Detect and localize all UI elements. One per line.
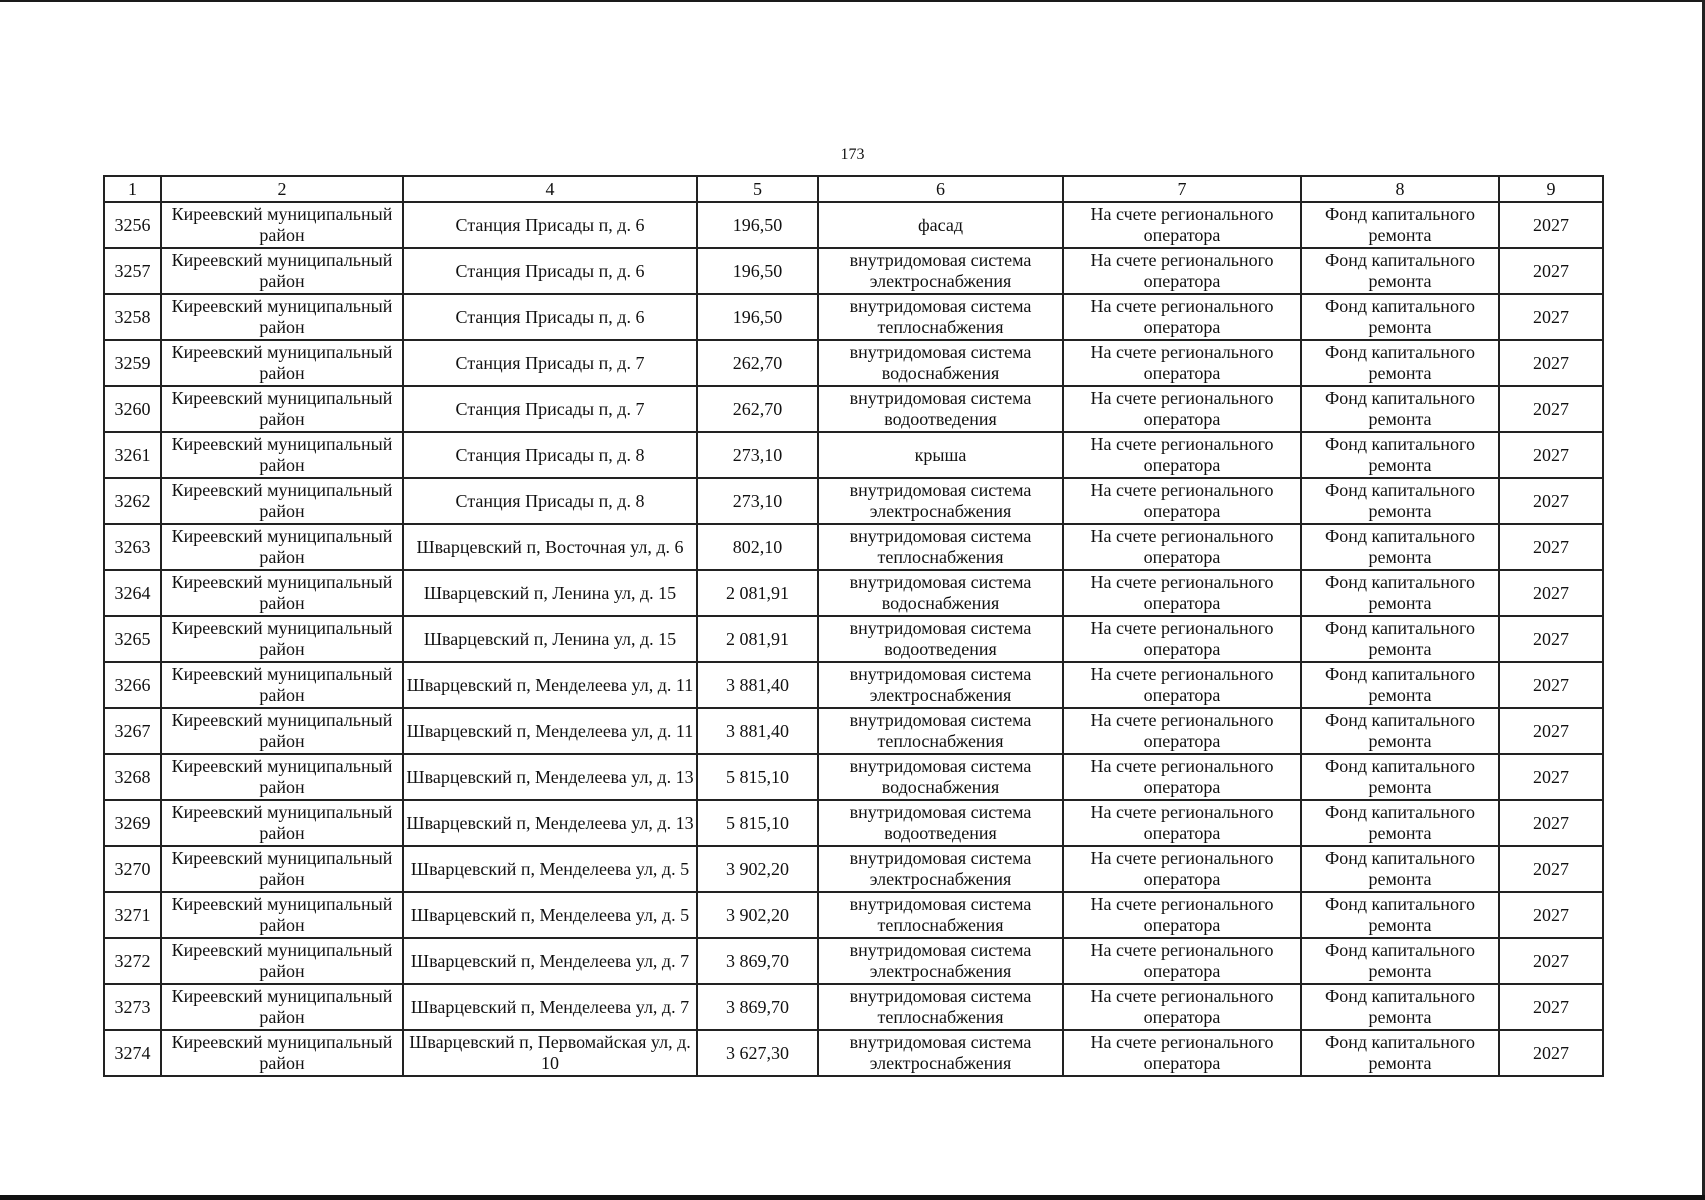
- district-cell: Киреевский муниципальный район: [161, 708, 403, 754]
- table-row: [104, 478, 1603, 524]
- funding-source-cell: Фонд капитального ремонта: [1301, 432, 1499, 478]
- row-number-cell: 3256: [104, 202, 161, 248]
- funding-source-cell: Фонд капитального ремонта: [1301, 524, 1499, 570]
- district-cell: Киреевский муниципальный район: [161, 432, 403, 478]
- area-cell: 273,10: [697, 432, 818, 478]
- district-cell: Киреевский муниципальный район: [161, 294, 403, 340]
- structural-element-cell: внутридомовая система электроснабжения: [818, 662, 1063, 708]
- column-header: 5: [697, 176, 818, 202]
- district-cell: Киреевский муниципальный район: [161, 754, 403, 800]
- table-row: [104, 800, 1603, 846]
- scan-edge-bottom: [0, 1195, 1705, 1200]
- district-cell: Киреевский муниципальный район: [161, 202, 403, 248]
- funding-source-cell: Фонд капитального ремонта: [1301, 1030, 1499, 1076]
- row-number-cell: 3265: [104, 616, 161, 662]
- fund-account-cell: На счете регионального оператора: [1063, 846, 1301, 892]
- funding-source-cell: Фонд капитального ремонта: [1301, 662, 1499, 708]
- area-cell: 5 815,10: [697, 800, 818, 846]
- funding-source-cell: Фонд капитального ремонта: [1301, 386, 1499, 432]
- area-cell: 3 902,20: [697, 846, 818, 892]
- address-cell: Шварцевский п, Менделеева ул, д. 7: [403, 938, 697, 984]
- table-row: [104, 202, 1603, 248]
- fund-account-cell: На счете регионального оператора: [1063, 708, 1301, 754]
- row-number-cell: 3273: [104, 984, 161, 1030]
- year-cell: 2027: [1499, 1030, 1603, 1076]
- address-cell: Станция Присады п, д. 8: [403, 432, 697, 478]
- area-cell: 5 815,10: [697, 754, 818, 800]
- structural-element-cell: фасад: [818, 202, 1063, 248]
- address-cell: Шварцевский п, Ленина ул, д. 15: [403, 616, 697, 662]
- fund-account-cell: На счете регионального оператора: [1063, 478, 1301, 524]
- row-number-cell: 3257: [104, 248, 161, 294]
- funding-source-cell: Фонд капитального ремонта: [1301, 478, 1499, 524]
- area-cell: 196,50: [697, 294, 818, 340]
- year-cell: 2027: [1499, 616, 1603, 662]
- district-cell: Киреевский муниципальный район: [161, 892, 403, 938]
- row-number-cell: 3269: [104, 800, 161, 846]
- year-cell: 2027: [1499, 294, 1603, 340]
- area-cell: 262,70: [697, 340, 818, 386]
- area-cell: 262,70: [697, 386, 818, 432]
- address-cell: Шварцевский п, Менделеева ул, д. 5: [403, 892, 697, 938]
- year-cell: 2027: [1499, 662, 1603, 708]
- year-cell: 2027: [1499, 432, 1603, 478]
- address-cell: Шварцевский п, Первомайская ул, д. 10: [403, 1030, 697, 1076]
- area-cell: 3 902,20: [697, 892, 818, 938]
- row-number-cell: 3272: [104, 938, 161, 984]
- year-cell: 2027: [1499, 386, 1603, 432]
- district-cell: Киреевский муниципальный район: [161, 386, 403, 432]
- row-number-cell: 3268: [104, 754, 161, 800]
- area-cell: 196,50: [697, 202, 818, 248]
- funding-source-cell: Фонд капитального ремонта: [1301, 800, 1499, 846]
- funding-source-cell: Фонд капитального ремонта: [1301, 570, 1499, 616]
- fund-account-cell: На счете регионального оператора: [1063, 616, 1301, 662]
- row-number-cell: 3263: [104, 524, 161, 570]
- table-row: [104, 846, 1603, 892]
- row-number-cell: 3270: [104, 846, 161, 892]
- fund-account-cell: На счете регионального оператора: [1063, 432, 1301, 478]
- funding-source-cell: Фонд капитального ремонта: [1301, 754, 1499, 800]
- address-cell: Шварцевский п, Менделеева ул, д. 7: [403, 984, 697, 1030]
- row-number-cell: 3258: [104, 294, 161, 340]
- table-row: [104, 984, 1603, 1030]
- district-cell: Киреевский муниципальный район: [161, 340, 403, 386]
- structural-element-cell: внутридомовая система теплоснабжения: [818, 892, 1063, 938]
- structural-element-cell: внутридомовая система водоснабжения: [818, 340, 1063, 386]
- area-cell: 2 081,91: [697, 616, 818, 662]
- address-cell: Станция Присады п, д. 6: [403, 248, 697, 294]
- table-body: [104, 202, 1603, 1076]
- area-cell: 3 627,30: [697, 1030, 818, 1076]
- area-cell: 3 881,40: [697, 662, 818, 708]
- structural-element-cell: внутридомовая система теплоснабжения: [818, 708, 1063, 754]
- fund-account-cell: На счете регионального оператора: [1063, 248, 1301, 294]
- table-row: [104, 1030, 1603, 1076]
- row-number-cell: 3261: [104, 432, 161, 478]
- district-cell: Киреевский муниципальный район: [161, 846, 403, 892]
- structural-element-cell: внутридомовая система теплоснабжения: [818, 524, 1063, 570]
- column-header: 9: [1499, 176, 1603, 202]
- structural-element-cell: внутридомовая система водоотведения: [818, 616, 1063, 662]
- table-row: [104, 386, 1603, 432]
- address-cell: Шварцевский п, Менделеева ул, д. 11: [403, 708, 697, 754]
- district-cell: Киреевский муниципальный район: [161, 524, 403, 570]
- funding-source-cell: Фонд капитального ремонта: [1301, 340, 1499, 386]
- funding-source-cell: Фонд капитального ремонта: [1301, 616, 1499, 662]
- table-row: [104, 662, 1603, 708]
- address-cell: Станция Присады п, д. 6: [403, 202, 697, 248]
- district-cell: Киреевский муниципальный район: [161, 984, 403, 1030]
- column-header: 4: [403, 176, 697, 202]
- year-cell: 2027: [1499, 570, 1603, 616]
- district-cell: Киреевский муниципальный район: [161, 616, 403, 662]
- address-cell: Шварцевский п, Менделеева ул, д. 13: [403, 800, 697, 846]
- address-cell: Станция Присады п, д. 8: [403, 478, 697, 524]
- fund-account-cell: На счете регионального оператора: [1063, 386, 1301, 432]
- row-number-cell: 3262: [104, 478, 161, 524]
- table-row: [104, 938, 1603, 984]
- structural-element-cell: внутридомовая система электроснабжения: [818, 1030, 1063, 1076]
- address-cell: Шварцевский п, Менделеева ул, д. 11: [403, 662, 697, 708]
- area-cell: 3 869,70: [697, 984, 818, 1030]
- year-cell: 2027: [1499, 708, 1603, 754]
- table-row: [104, 708, 1603, 754]
- repair-schedule-table: [103, 175, 1604, 1077]
- table-row: [104, 340, 1603, 386]
- district-cell: Киреевский муниципальный район: [161, 800, 403, 846]
- address-cell: Станция Присады п, д. 7: [403, 340, 697, 386]
- funding-source-cell: Фонд капитального ремонта: [1301, 846, 1499, 892]
- fund-account-cell: На счете регионального оператора: [1063, 570, 1301, 616]
- column-header: 2: [161, 176, 403, 202]
- funding-source-cell: Фонд капитального ремонта: [1301, 984, 1499, 1030]
- year-cell: 2027: [1499, 248, 1603, 294]
- fund-account-cell: На счете регионального оператора: [1063, 984, 1301, 1030]
- page-number: 173: [840, 146, 865, 163]
- year-cell: 2027: [1499, 478, 1603, 524]
- address-cell: Шварцевский п, Ленина ул, д. 15: [403, 570, 697, 616]
- column-number-row: [104, 176, 1603, 202]
- row-number-cell: 3264: [104, 570, 161, 616]
- row-number-cell: 3267: [104, 708, 161, 754]
- district-cell: Киреевский муниципальный район: [161, 662, 403, 708]
- row-number-cell: 3274: [104, 1030, 161, 1076]
- funding-source-cell: Фонд капитального ремонта: [1301, 248, 1499, 294]
- funding-source-cell: Фонд капитального ремонта: [1301, 708, 1499, 754]
- address-cell: Станция Присады п, д. 6: [403, 294, 697, 340]
- area-cell: 273,10: [697, 478, 818, 524]
- table-row: [104, 432, 1603, 478]
- district-cell: Киреевский муниципальный район: [161, 1030, 403, 1076]
- area-cell: 3 881,40: [697, 708, 818, 754]
- fund-account-cell: На счете регионального оператора: [1063, 202, 1301, 248]
- table-row: [104, 248, 1603, 294]
- year-cell: 2027: [1499, 524, 1603, 570]
- district-cell: Киреевский муниципальный район: [161, 248, 403, 294]
- structural-element-cell: внутридомовая система теплоснабжения: [818, 984, 1063, 1030]
- fund-account-cell: На счете регионального оператора: [1063, 662, 1301, 708]
- fund-account-cell: На счете регионального оператора: [1063, 1030, 1301, 1076]
- structural-element-cell: крыша: [818, 432, 1063, 478]
- structural-element-cell: внутридомовая система теплоснабжения: [818, 294, 1063, 340]
- funding-source-cell: Фонд капитального ремонта: [1301, 294, 1499, 340]
- address-cell: Шварцевский п, Менделеева ул, д. 13: [403, 754, 697, 800]
- year-cell: 2027: [1499, 754, 1603, 800]
- fund-account-cell: На счете регионального оператора: [1063, 754, 1301, 800]
- year-cell: 2027: [1499, 892, 1603, 938]
- row-number-cell: 3260: [104, 386, 161, 432]
- scan-edge-top: [0, 0, 1705, 2]
- year-cell: 2027: [1499, 800, 1603, 846]
- funding-source-cell: Фонд капитального ремонта: [1301, 202, 1499, 248]
- year-cell: 2027: [1499, 340, 1603, 386]
- table-row: [104, 570, 1603, 616]
- structural-element-cell: внутридомовая система электроснабжения: [818, 846, 1063, 892]
- table-row: [104, 892, 1603, 938]
- row-number-cell: 3271: [104, 892, 161, 938]
- fund-account-cell: На счете регионального оператора: [1063, 340, 1301, 386]
- funding-source-cell: Фонд капитального ремонта: [1301, 938, 1499, 984]
- year-cell: 2027: [1499, 938, 1603, 984]
- address-cell: Станция Присады п, д. 7: [403, 386, 697, 432]
- structural-element-cell: внутридомовая система водоотведения: [818, 800, 1063, 846]
- district-cell: Киреевский муниципальный район: [161, 478, 403, 524]
- fund-account-cell: На счете регионального оператора: [1063, 800, 1301, 846]
- row-number-cell: 3266: [104, 662, 161, 708]
- fund-account-cell: На счете регионального оператора: [1063, 938, 1301, 984]
- table-row: [104, 754, 1603, 800]
- area-cell: 802,10: [697, 524, 818, 570]
- table-row: [104, 524, 1603, 570]
- fund-account-cell: На счете регионального оператора: [1063, 524, 1301, 570]
- structural-element-cell: внутридомовая система водоснабжения: [818, 570, 1063, 616]
- area-cell: 2 081,91: [697, 570, 818, 616]
- table-row: [104, 294, 1603, 340]
- address-cell: Шварцевский п, Менделеева ул, д. 5: [403, 846, 697, 892]
- funding-source-cell: Фонд капитального ремонта: [1301, 892, 1499, 938]
- row-number-cell: 3259: [104, 340, 161, 386]
- year-cell: 2027: [1499, 846, 1603, 892]
- fund-account-cell: На счете регионального оператора: [1063, 294, 1301, 340]
- area-cell: 3 869,70: [697, 938, 818, 984]
- column-header: 6: [818, 176, 1063, 202]
- area-cell: 196,50: [697, 248, 818, 294]
- table-row: [104, 616, 1603, 662]
- column-header: 1: [104, 176, 161, 202]
- fund-account-cell: На счете регионального оператора: [1063, 892, 1301, 938]
- structural-element-cell: внутридомовая система электроснабжения: [818, 938, 1063, 984]
- year-cell: 2027: [1499, 984, 1603, 1030]
- structural-element-cell: внутридомовая система водоотведения: [818, 386, 1063, 432]
- structural-element-cell: внутридомовая система электроснабжения: [818, 248, 1063, 294]
- district-cell: Киреевский муниципальный район: [161, 570, 403, 616]
- district-cell: Киреевский муниципальный район: [161, 938, 403, 984]
- address-cell: Шварцевский п, Восточная ул, д. 6: [403, 524, 697, 570]
- structural-element-cell: внутридомовая система электроснабжения: [818, 478, 1063, 524]
- column-header: 8: [1301, 176, 1499, 202]
- column-header: 7: [1063, 176, 1301, 202]
- structural-element-cell: внутридомовая система водоснабжения: [818, 754, 1063, 800]
- year-cell: 2027: [1499, 202, 1603, 248]
